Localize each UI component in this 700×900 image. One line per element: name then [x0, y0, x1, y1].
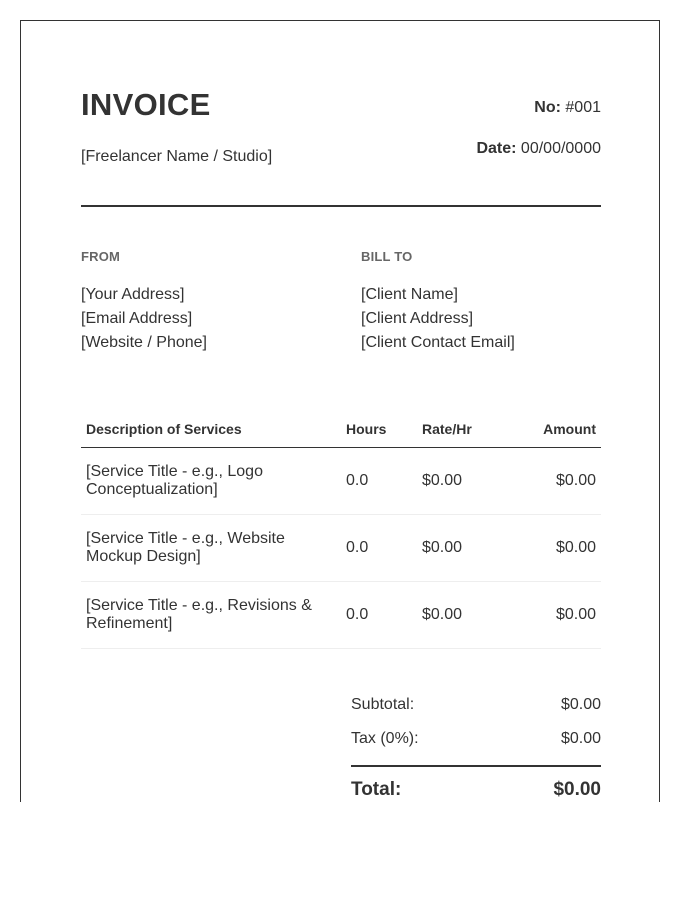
row-rate: $0.00 [417, 515, 527, 582]
column-header-rate: Rate/Hr [417, 411, 527, 448]
client-address: [Client Address] [361, 310, 474, 327]
header-divider [81, 205, 601, 207]
totals-section [351, 693, 601, 802]
table-row [81, 448, 601, 515]
column-header-description: Description of Services [81, 411, 341, 448]
row-rate: $0.00 [417, 582, 527, 649]
total-value: $0.00 [553, 779, 601, 800]
bill-to-section [361, 249, 621, 355]
from-website: [Website / Phone] [81, 334, 207, 351]
invoice-date-label: Date: [476, 140, 517, 157]
client-name: [Client Name] [361, 286, 458, 303]
total-label: Total: [351, 779, 402, 800]
from-heading: FROM [81, 249, 121, 264]
row-hours: 0.0 [341, 448, 417, 515]
invoice-date [476, 140, 601, 158]
row-amount: $0.00 [527, 515, 601, 582]
totals-divider [351, 765, 601, 767]
total-row [351, 777, 601, 802]
table-row [81, 582, 601, 649]
row-rate: $0.00 [417, 448, 527, 515]
invoice-number-label: No: [534, 99, 561, 116]
row-amount: $0.00 [527, 582, 601, 649]
row-description: [Service Title - e.g., Website Mockup Design] [81, 515, 341, 582]
services-table [81, 411, 601, 649]
tax-value: $0.00 [560, 730, 601, 747]
tax-row [351, 727, 601, 761]
client-email: [Client Contact Email] [361, 334, 515, 351]
row-amount: $0.00 [527, 448, 601, 515]
row-hours: 0.0 [341, 515, 417, 582]
invoice-number-value: #001 [565, 99, 601, 116]
subtotal-row [351, 693, 601, 727]
column-header-hours: Hours [341, 411, 417, 448]
subtotal-value: $0.00 [560, 696, 601, 713]
invoice-title: INVOICE [81, 87, 211, 122]
row-description: [Service Title - e.g., Logo Conceptualization] [81, 448, 341, 515]
bill-to-heading: BILL TO [361, 249, 413, 264]
table-row [81, 515, 601, 582]
row-description: [Service Title - e.g., Revisions & Refinement] [81, 582, 341, 649]
table-header-row [81, 411, 601, 448]
freelancer-name: [Freelancer Name / Studio] [81, 148, 273, 165]
tax-label: Tax (0%): [351, 730, 419, 747]
from-section [81, 249, 341, 355]
row-hours: 0.0 [341, 582, 417, 649]
from-address: [Your Address] [81, 286, 185, 303]
subtotal-label: Subtotal: [351, 696, 415, 713]
from-email: [Email Address] [81, 310, 193, 327]
invoice-date-value: 00/00/0000 [520, 140, 601, 157]
column-header-amount: Amount [527, 411, 601, 448]
invoice-number [534, 99, 601, 117]
invoice-page [20, 20, 660, 802]
